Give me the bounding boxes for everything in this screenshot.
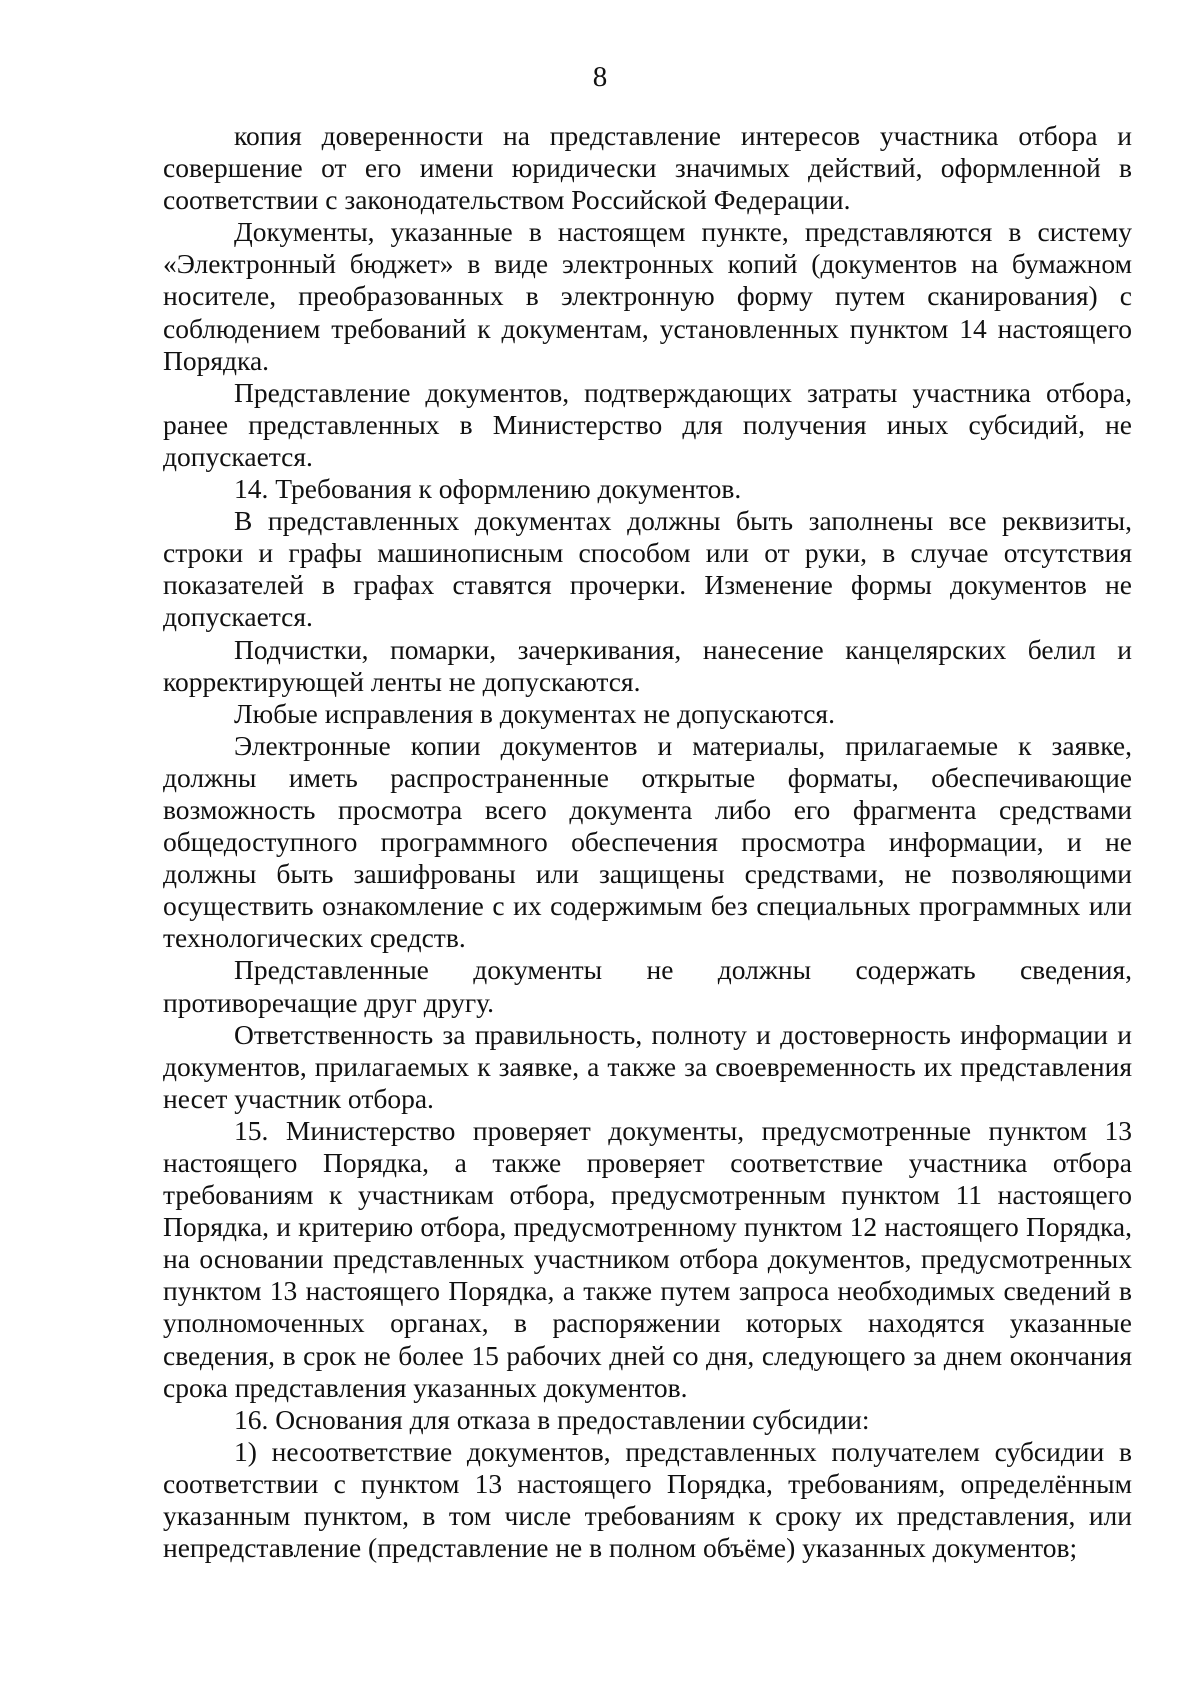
paragraph-electronic-budget: Документы, указанные в настоящем пункте, представляются в систему «Электронный бюджет» в виде электронных копий (документов на бумажном носителе, преобразованных в электронную форму путем сканирования) с соблюдением требований к документам, установленных пунктом 14 настоящего Порядка. (163, 216, 1132, 376)
paragraph-no-erasures: Подчистки, помарки, зачеркивания, нанесение канцелярских белил и корректирующей ленты не допускаются. (163, 633, 1132, 697)
paragraph-item-14-heading: 14. Требования к оформлению документов. (234, 473, 742, 505)
paragraph-power-of-attorney: копия доверенности на представление интересов участника отбора и совершение от его имени юридически значимых действий, оформленной в соответствии с законодательством Российской Федерации. (163, 120, 1132, 216)
paragraph-item-15: 15. Министерство проверяет документы, предусмотренные пунктом 13 настоящего Порядка, а также проверяет соответствие участника отбора требованиям к участникам отбора, предусмотренным пунктом 11 настоящего Порядка, и критерию отбора, предусмотренному пунктом 12 настоящего Порядка, на основании представленных участником отбора документов, предусмотренных пунктом 13 настоящего Порядка, а также путем запроса необходимых сведений в уполномоченных органах, в распоряжении которых находятся указанные сведения, в срок не более 15 рабочих дней со дня, следующего за днем окончания срока представления указанных документов. (163, 1114, 1132, 1403)
paragraph-required-fields: В представленных документах должны быть заполнены все реквизиты, строки и графы машинописным способом или от руки, в случае отсутствия показателей в графах ставятся прочерки. Изменение формы документов не допускается. (163, 505, 1132, 633)
paragraph-previous-documents: Представление документов, подтверждающих затраты участника отбора, ранее представленных в Министерство для получения иных субсидий, не допускается. (163, 376, 1132, 472)
paragraph-no-corrections: Любые исправления в документах не допускаются. (234, 697, 835, 729)
document-body (163, 120, 1132, 1564)
paragraph-item-16-heading: 16. Основания для отказа в предоставлении субсидии: (234, 1403, 870, 1435)
paragraph-item-16-1: 1) несоответствие документов, представленных получателем субсидии в соответствии с пунктом 13 настоящего Порядка, требованиям, определённым указанным пунктом, в том числе требованиям к сроку их представления, или непредставление (представление не в полном объёме) указанных документов; (163, 1435, 1132, 1564)
paragraph-no-contradictions: Представленные документы не должны содержать сведения, противоречащие друг другу. (163, 954, 1132, 1018)
paragraph-responsibility: Ответственность за правильность, полноту и достоверность информации и документов, прилагаемых к заявке, а также за своевременность их представления несет участник отбора. (163, 1018, 1132, 1114)
paragraph-electronic-formats: Электронные копии документов и материалы, прилагаемые к заявке, должны иметь распространенные открытые форматы, обеспечивающие возможность просмотра всего документа либо его фрагмента средствами общедоступного программного обеспечения просмотра информации, и не должны быть зашифрованы или защищены средствами, не позволяющими осуществить ознакомление с их содержимым без специальных программных или технологических средств. (163, 729, 1132, 954)
page-number: 8 (592, 61, 608, 93)
